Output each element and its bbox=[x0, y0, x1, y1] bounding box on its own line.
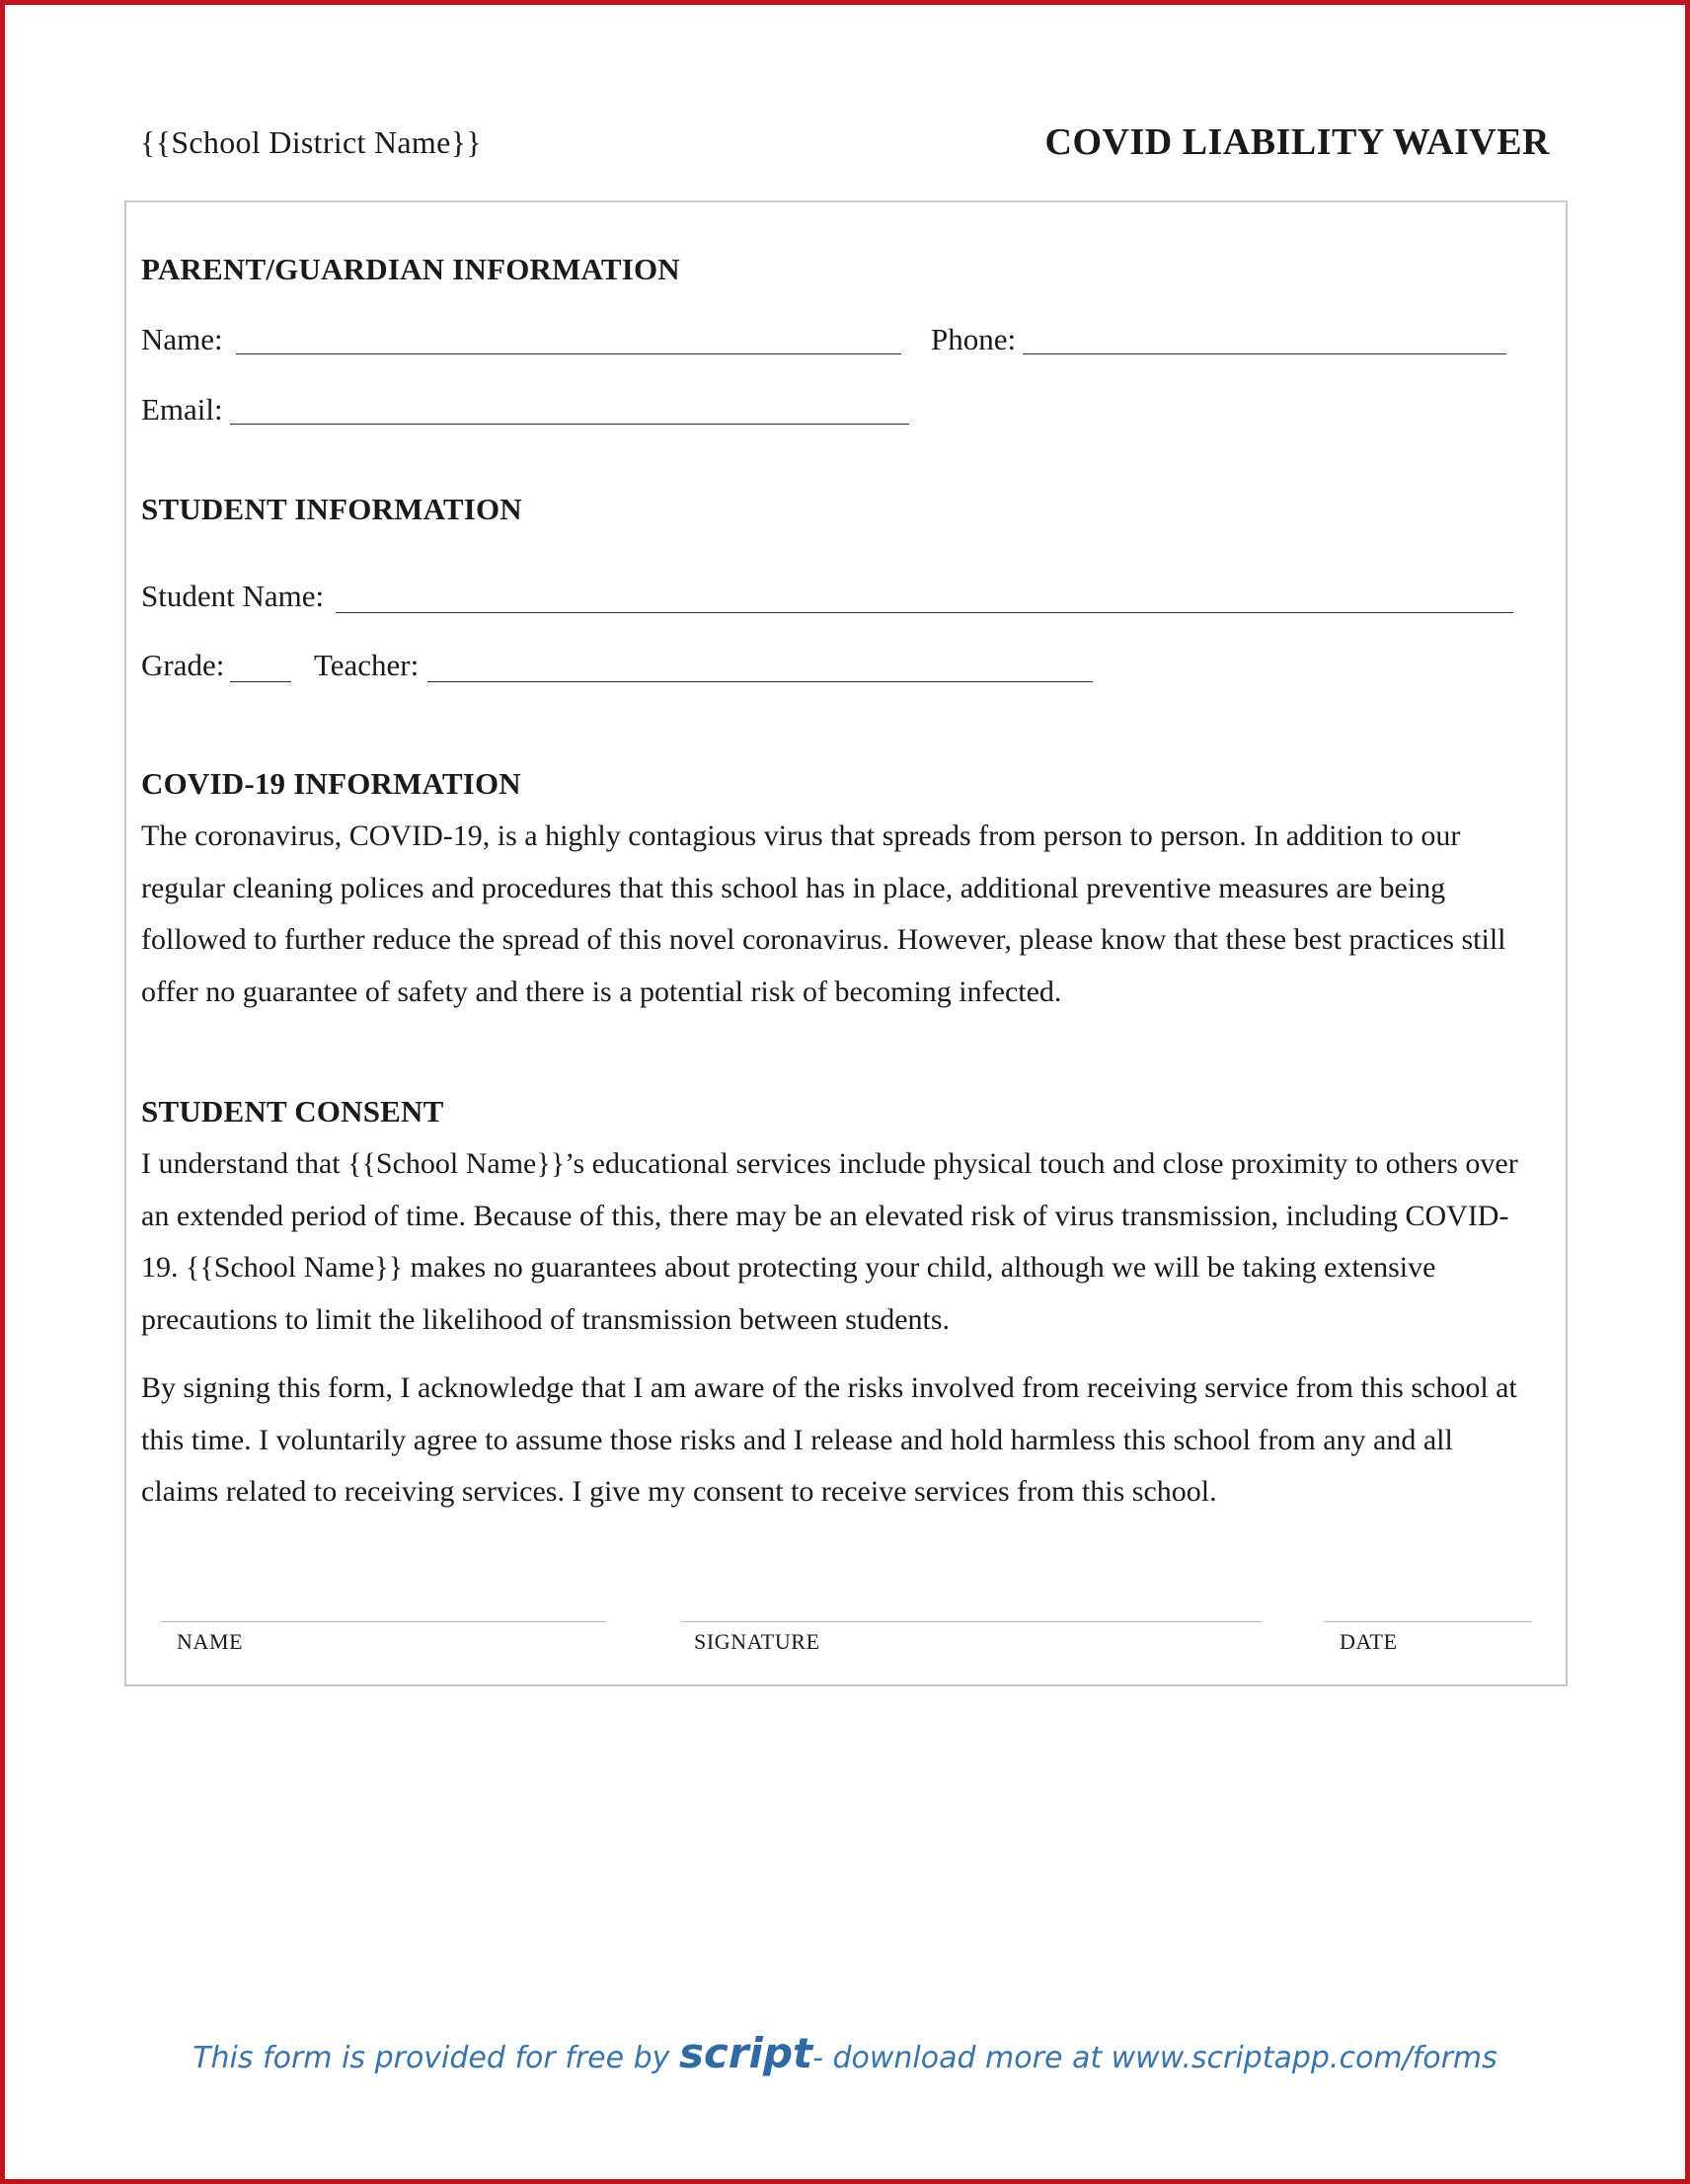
student-name-field[interactable] bbox=[336, 612, 1513, 613]
document-title: COVID LIABILITY WAIVER bbox=[1044, 121, 1550, 163]
consent-line: an extended period of time. Because of this, there may be an elevated risk of virus transmission, including COVID- bbox=[141, 1199, 1509, 1232]
email-field[interactable] bbox=[230, 424, 909, 425]
parent-section-title: PARENT/GUARDIAN INFORMATION bbox=[141, 252, 680, 286]
school-district-name: {{School District Name}} bbox=[140, 124, 482, 160]
covid-info-paragraph bbox=[141, 811, 1553, 1019]
teacher-label: Teacher: bbox=[314, 648, 420, 682]
parent-name-label: Name: bbox=[141, 322, 223, 356]
signature-line[interactable] bbox=[680, 1621, 1262, 1622]
name-signature-label: NAME bbox=[177, 1629, 244, 1654]
grade-field[interactable] bbox=[230, 681, 291, 682]
consent-section-title: STUDENT CONSENT bbox=[141, 1094, 444, 1129]
covid-info-line: regular cleaning polices and procedures that this school has in place, additional preventive measures are being bbox=[141, 871, 1446, 904]
covid-section-title: COVID-19 INFORMATION bbox=[141, 766, 521, 801]
date-signature-label: DATE bbox=[1340, 1629, 1398, 1654]
covid-info-line: The coronavirus, COVID-19, is a highly contagious virus that spreads from person to person. In addition to our bbox=[141, 819, 1461, 852]
covid-info-line: offer no guarantee of safety and there is a potential risk of becoming infected. bbox=[141, 975, 1062, 1009]
consent-line: this time. I voluntarily agree to assume those risks and I release and hold harmless this school from any and all bbox=[141, 1423, 1453, 1456]
consent-line: 19. {{School Name}} makes no guarantees about protecting your child, although we will be taking extensive bbox=[141, 1251, 1436, 1285]
footer-prefix: This form is provided for free by bbox=[192, 2041, 679, 2075]
teacher-field[interactable] bbox=[427, 681, 1093, 682]
consent-paragraph-1 bbox=[141, 1138, 1553, 1347]
name-signature-line[interactable] bbox=[161, 1621, 606, 1622]
consent-line: I understand that {{School Name}}’s educational services include physical touch and close proximity to others over bbox=[141, 1147, 1518, 1180]
footer-credit bbox=[0, 2029, 1690, 2077]
student-section-title: STUDENT INFORMATION bbox=[141, 492, 522, 526]
date-signature-line[interactable] bbox=[1324, 1621, 1532, 1622]
consent-paragraph-2 bbox=[141, 1363, 1553, 1519]
footer-suffix[interactable]: - download more at www.scriptapp.com/forms bbox=[812, 2041, 1498, 2075]
email-label: Email: bbox=[141, 392, 223, 427]
parent-name-field[interactable] bbox=[236, 353, 901, 354]
grade-label: Grade: bbox=[141, 648, 225, 682]
phone-field[interactable] bbox=[1023, 353, 1506, 354]
signature-label: SIGNATURE bbox=[694, 1629, 820, 1654]
consent-line: claims related to receiving services. I give my consent to receive services from this school. bbox=[141, 1475, 1217, 1509]
covid-info-line: followed to further reduce the spread of this novel coronavirus. However, please know that these best practices still bbox=[141, 923, 1506, 957]
phone-label: Phone: bbox=[931, 322, 1017, 356]
consent-line: By signing this form, I acknowledge that I am aware of the risks involved from receiving service from this school at bbox=[141, 1371, 1517, 1404]
consent-line: precautions to limit the likelihood of transmission between students. bbox=[141, 1303, 951, 1337]
script-brand-logo[interactable]: script bbox=[678, 2029, 813, 2077]
student-name-label: Student Name: bbox=[141, 579, 325, 613]
